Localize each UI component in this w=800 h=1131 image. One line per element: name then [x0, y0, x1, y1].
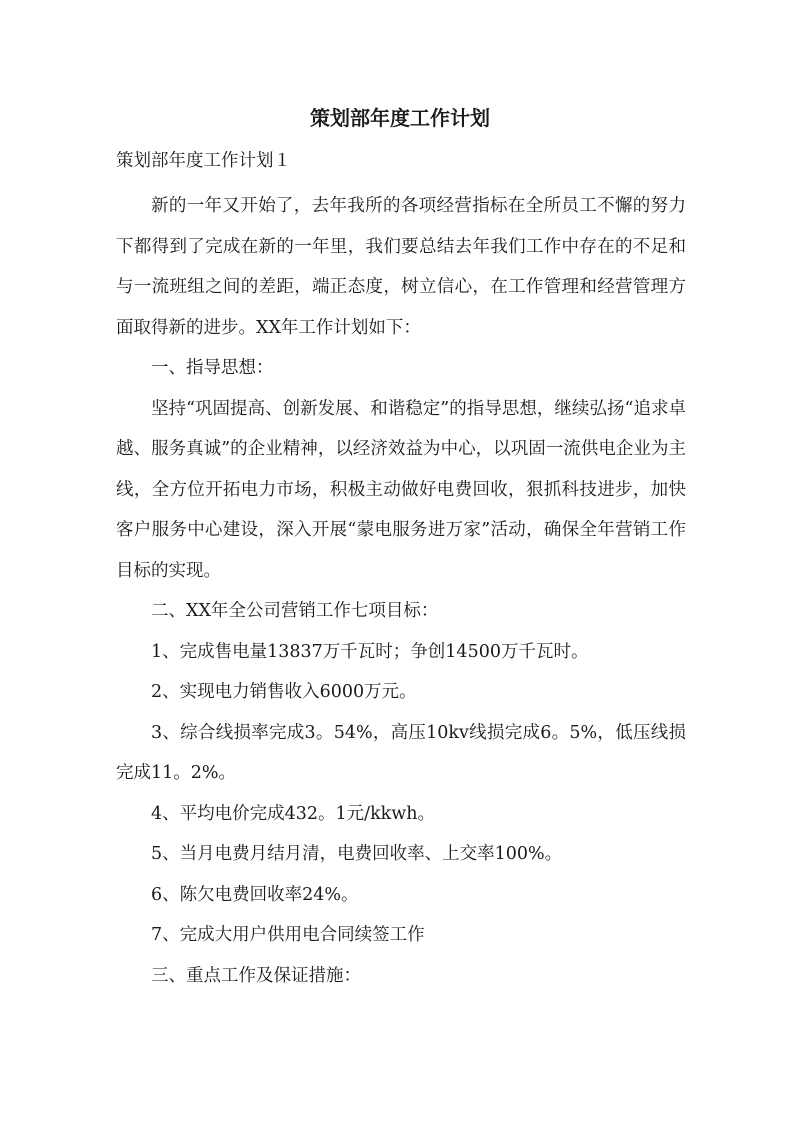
section-heading-guiding-thought: 一、指导思想：: [151, 358, 274, 378]
document-title: 策划部年度工作计划: [310, 106, 490, 130]
goal-item: 3、综合线损率完成3。54%，高压10kv线损完成6。5%，低压线损完成11。2%。: [116, 722, 686, 783]
goal-item: 1、完成售电量13837万千瓦时；争创14500万千瓦时。: [151, 641, 589, 662]
goal-item: 4、平均电价完成432。1元/kkwh。: [151, 803, 436, 824]
intro-paragraph: 新的一年又开始了，去年我所的各项经营指标在全所员工不懈的努力下都得到了完成在新的一年里，我们要总结去年我们工作中存在的不足和与一流班组之间的差距，端正态度，树立信心，在工作管理和经营管理方面取得新的进步。XX年工作计划如下：: [116, 196, 686, 338]
goal-item: 6、陈欠电费回收率24%。: [151, 884, 359, 905]
goal-item: 7、完成大用户供用电合同续签工作: [151, 925, 425, 945]
section-heading-seven-goals: 二、XX年全公司营销工作七项目标：: [151, 601, 439, 621]
document-subtitle: 策划部年度工作计划１: [116, 151, 291, 171]
guiding-thought-paragraph: 坚持“巩固提高、创新发展、和谐稳定”的指导思想，继续弘扬“追求卓越、服务真诚”的企业精神，以经济效益为中心，以巩固一流供电企业为主线，全方位开拓电力市场，积极主动做好电费回收，狠抓科技进步，加快客户服务中心建设，深入开展“蒙电服务进万家”活动，确保全年营销工作目标的实现。: [116, 398, 686, 581]
section-heading-key-work: 三、重点工作及保证措施：: [151, 965, 361, 986]
goal-item: 2、实现电力销售收入6000万元。: [151, 682, 417, 702]
document-body: [116, 186, 686, 996]
goal-item: 5、当月电费月结月清，电费回收率、上交率100%。: [151, 844, 563, 864]
